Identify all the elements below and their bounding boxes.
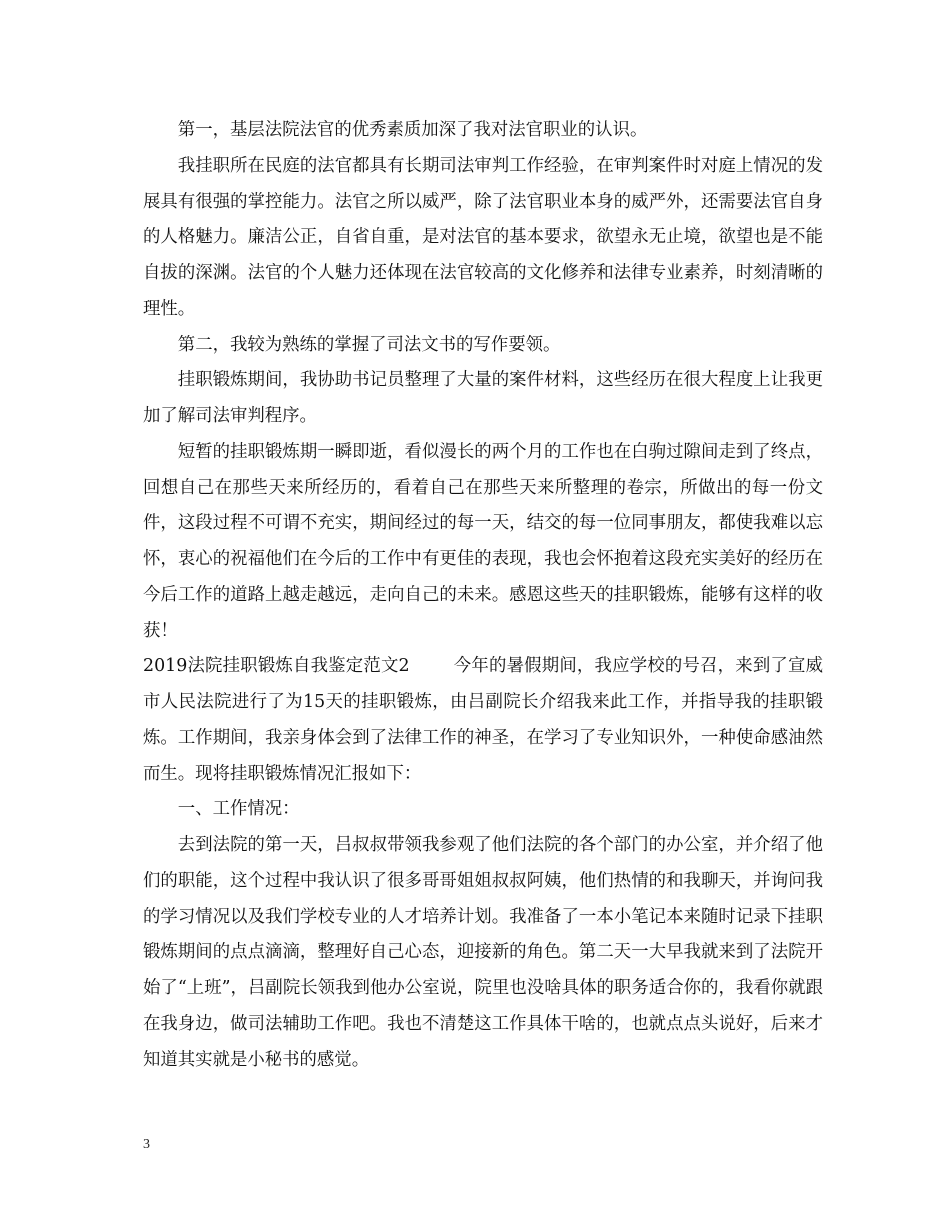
section-title: 2019法院挂职锻炼自我鉴定范文2 xyxy=(143,656,410,677)
paragraph-point-two: 第二，我较为熟练的掌握了司法文书的写作要领。 xyxy=(177,334,561,355)
paragraph-reflection: 短暂的挂职锻炼期一瞬即逝，看似漫长的两个月的工作也在白驹过隙间走到了终点，回想自己在那些天来所经历的，看着自己在那些天来所整理的卷宗，所做出的每一份文件，这段过程不可谓不充实，期间经过的每一天，结交的每一位同事朋友，都使我难以忘怀，衷心的祝福他们在今后的工作中有更佳的表现，我也会怀抱着这段充实美好的经历在今后工作的道路上越走越远，走向自己的未来。感恩这些天的挂职锻炼，能够有这样的收获！ xyxy=(143,441,823,641)
paragraph-case-materials: 挂职锻炼期间，我协助书记员整理了大量的案件材料，这些经历在很大程度上让我更加了解司法审判程序。 xyxy=(143,370,823,426)
subheading-work-situation: 一、工作情况： xyxy=(177,799,300,820)
section-two-paragraph xyxy=(143,649,823,792)
paragraph-judge-qualities: 我挂职所在民庭的法官都具有长期司法审判工作经验，在审判案件时对庭上情况的发展具有很强的掌控能力。法官之所以威严，除了法官职业本身的威严外，还需要法官自身的人格魅力。廉洁公正，自省自重，是对法官的基本要求，欲望永无止境，欲望也是不能自拔的深渊。法官的个人魅力还体现在法官较高的文化修养和法律专业素养，时刻清晰的理性。 xyxy=(143,155,823,319)
page-number: 3 xyxy=(143,1137,150,1152)
paragraph-first-day: 去到法院的第一天，吕叔叔带领我参观了他们法院的各个部门的办公室，并介绍了他们的职能，这个过程中我认识了很多哥哥姐姐叔叔阿姨，他们热情的和我聊天，并询问我的学习情况以及我们学校专业的人才培养计划。我准备了一本小笔记本来随时记录下挂职锻炼期间的点点滴滴，整理好自己心态，迎接新的角色。第二天一大早我就来到了法院开始了“上班”，吕副院长领我到他办公室说，院里也没啥具体的职务适合你的，我看你就跟在我身边，做司法辅助工作吧。我也不清楚这工作具体干啥的，也就点点头说好，后来才知道其实就是小秘书的感觉。 xyxy=(143,835,823,1070)
section-intro: 今年的暑假期间，我应学校的号召，来到了宣威市人民法院进行了为15天的挂职锻炼，由吕副院长介绍我来此工作，并指导我的挂职锻炼。工作期间，我亲身体会到了法律工作的神圣，在学习了专业知识外，一种使命感油然而生。现将挂职锻炼情况汇报如下： xyxy=(143,656,823,784)
paragraph-point-one: 第一，基层法院法官的优秀素质加深了我对法官职业的认识。 xyxy=(177,120,648,140)
document-body xyxy=(143,113,823,1078)
